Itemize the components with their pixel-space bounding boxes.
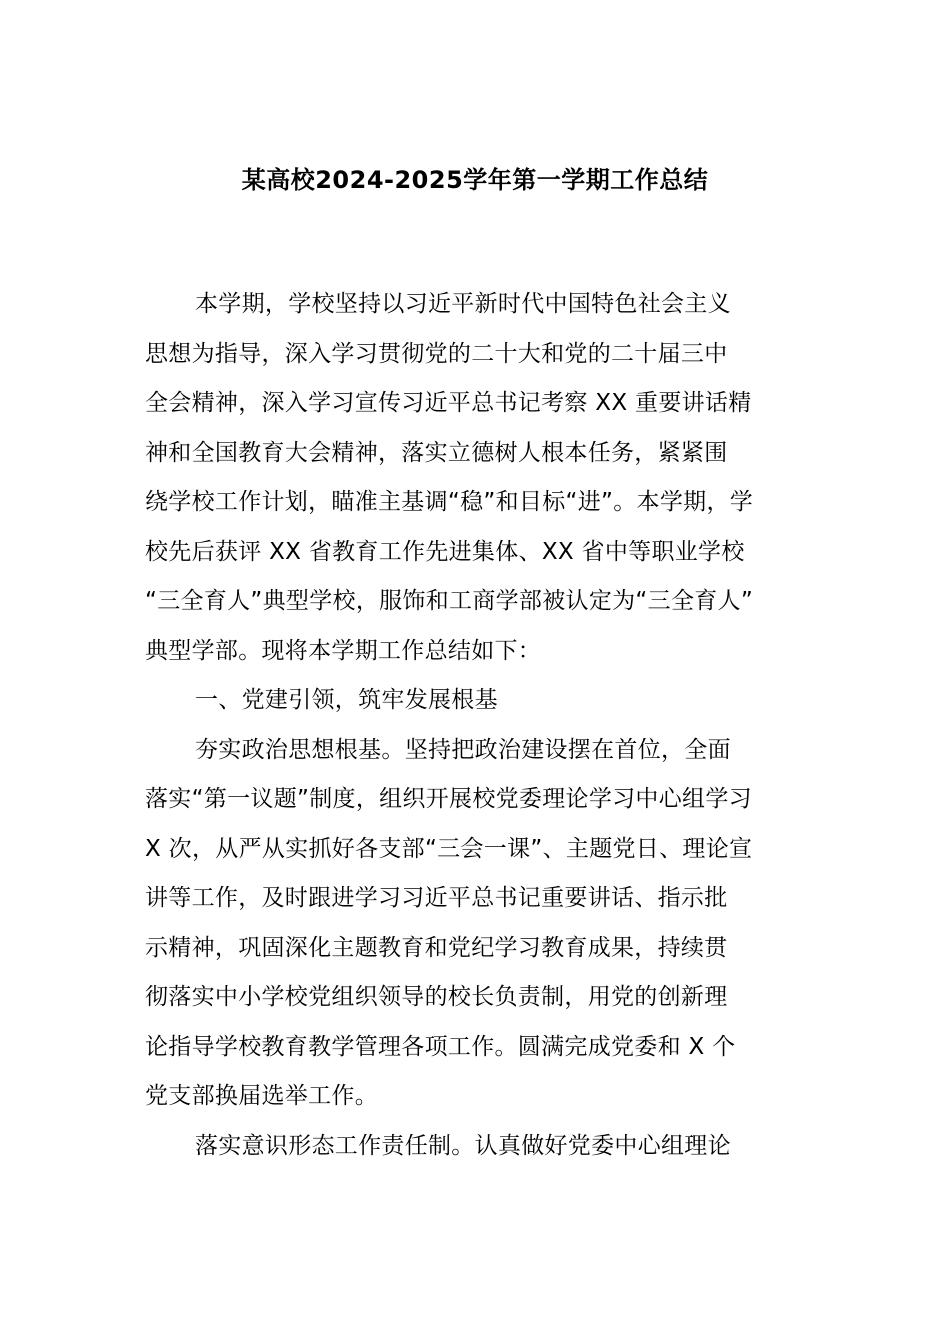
paragraph-line: 本学期，学校坚持以习近平新时代中国特色社会主义 [195, 291, 731, 317]
paragraph-line: 落实意识形态工作责任制。认真做好党委中心组理论 [195, 1132, 731, 1159]
paragraph-line: 论指导学校教育教学管理各项工作。圆满完成党委和 X 个 [145, 1033, 736, 1060]
paragraph-line: 绕学校工作计划，瞄准主基调“稳”和目标“进”。本学期，学 [145, 489, 754, 515]
paragraph-line: 思想为指导，深入学习贯彻党的二十大和党的二十届三中 [145, 340, 728, 367]
document-title: 某高校2024-2025学年第一学期工作总结 [241, 166, 709, 194]
paragraph-line: 神和全国教育大会精神，落实立德树人根本任务，紧紧围 [145, 439, 728, 466]
section-heading: 一、党建引领，筑牢发展根基 [195, 687, 498, 713]
paragraph-line: 落实“第一议题”制度，组织开展校党委理论学习中心组学习 [145, 786, 752, 812]
paragraph-line: 全会精神，深入学习宣传习近平总书记考察 XX 重要讲话精 [145, 390, 752, 416]
paragraph-line: 校先后获评 XX 省教育工作先进集体、XX 省中等职业学校 [145, 538, 745, 565]
paragraph-line: 讲等工作，及时跟进学习习近平总书记重要讲话、指示批 [145, 885, 728, 911]
paragraph-line: “三全育人”典型学校，服饰和工商学部被认定为“三全育人” [145, 588, 754, 614]
document-body [145, 280, 815, 1171]
paragraph-line: 夯实政治思想根基。坚持把政治建设摆在首位，全面 [195, 736, 731, 763]
paragraph-line: 典型学部。现将本学期工作总结如下： [145, 637, 542, 664]
paragraph-line: 党支部换届选举工作。 [145, 1083, 378, 1109]
paragraph-line: 示精神，巩固深化主题教育和党纪学习教育成果，持续贯 [145, 934, 728, 961]
paragraph-line: 彻落实中小学校党组织领导的校长负责制，用党的创新理 [145, 984, 728, 1010]
paragraph-line: X 次，从严从实抓好各支部“三会一课”、主题党日、理论宣 [145, 835, 753, 862]
